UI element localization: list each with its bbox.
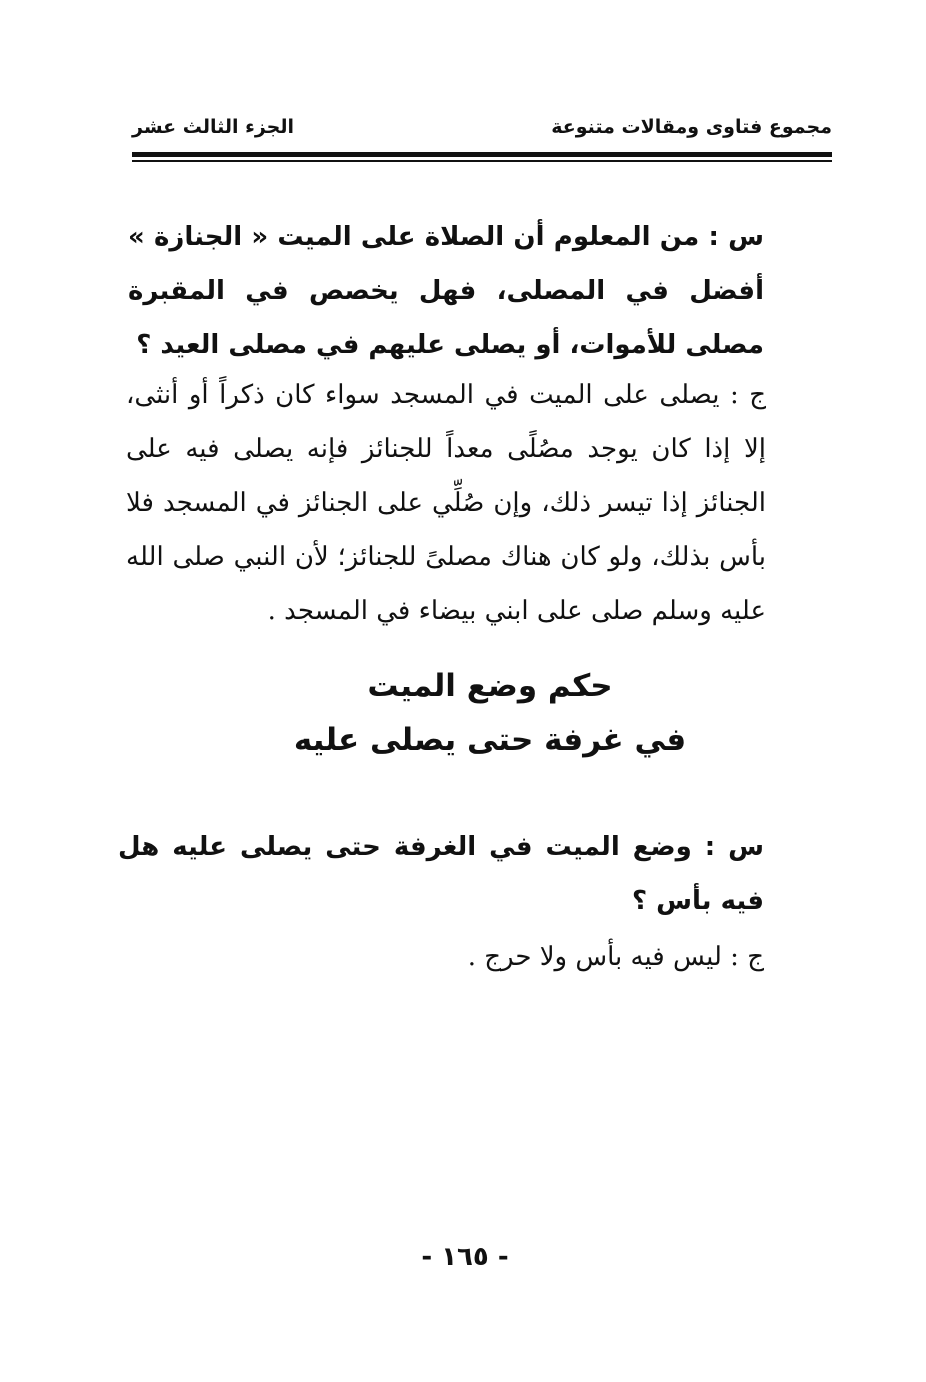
- question-1: س : من المعلوم أن الصلاة على الميت « الجنازة » أفضل في المصلى، فهل يخصص في المقبرة مصلى للأموات، أو يصلى عليهم في مصلى العيد ؟: [128, 222, 764, 360]
- running-header: [132, 116, 832, 148]
- page-number: - ١٦٥ -: [421, 1242, 509, 1272]
- question-2: س : وضع الميت في الغرفة حتى يصلى عليه هل فيه بأس ؟: [118, 832, 764, 916]
- answer-2: ج : ليس فيه بأس ولا حرج .: [467, 942, 764, 972]
- header-rule-thick: [132, 152, 832, 157]
- section-title-line-1: حكم وضع الميت: [367, 668, 613, 704]
- header-rule-thin: [132, 160, 832, 162]
- section-title-line-2: في غرفة حتى يصلى عليه: [293, 722, 687, 758]
- volume-label: الجزء الثالث عشر: [132, 116, 295, 138]
- book-title: مجموع فتاوى ومقالات متنوعة: [551, 116, 832, 138]
- answer-1: ج : يصلى على الميت في المسجد سواء كان ذكراً أو أنثى، إلا إذا كان يوجد مصُلًى معداً للجنائز فإنه يصلى فيه على الجنائز إذا تيسر ذلك، وإن صُلِّي على الجنائز في المسجد فلا بأس بذلك، ولو كان هناك مصلىً للجنائز؛ لأن النبي صلى الله عليه وسلم صلى على ابني بيضاء في المسجد .: [126, 380, 766, 626]
